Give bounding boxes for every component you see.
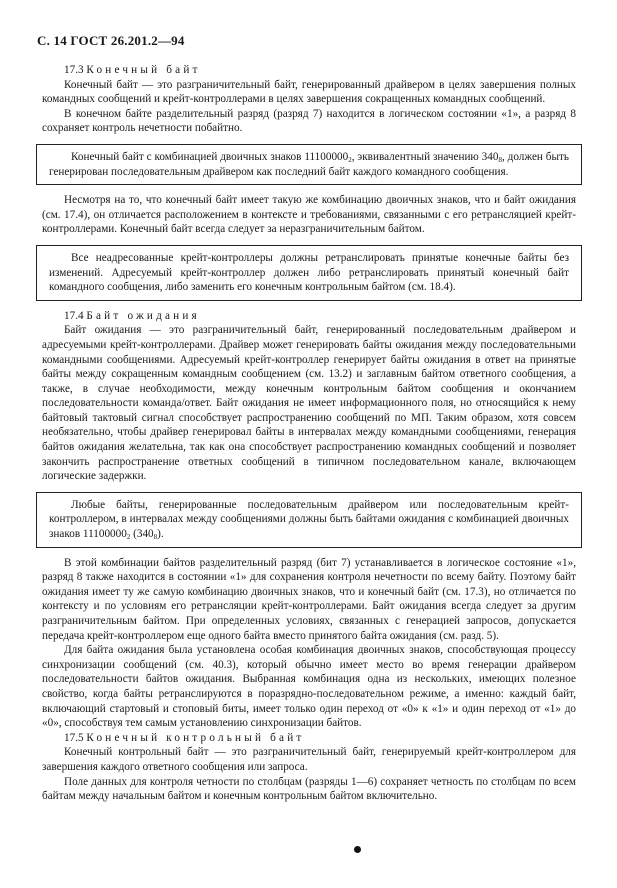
section-number: 17.3 [64,64,84,76]
section-title: Байт ожидания [86,309,200,322]
page-header: С. 14 ГОСТ 26.201.2—94 [37,33,185,48]
requirement-box [36,492,582,548]
page-content [42,63,576,804]
requirement-text: Конечный байт с комбинацией двоичных знаков $11100000_2$, эквивалентный значению $340_8$, должен быть генерирован последовательным драйвером как последний байт каждого командного сообщения. [49,150,569,178]
section-number: 17.4 [64,309,84,322]
section-title: Конечный байт [86,64,201,76]
section-17-5-heading [42,731,576,746]
requirement-text: Все неадресованные крейт-контроллеры должны ретранслировать принятые конечные байты без изменений. Адресуемый крейт-контроллер должен либо ретранслировать принятый конечный байт командного сообщения, либо заменить его конечным контрольным байтом (см. 18.4). [49,251,569,294]
paragraph: Для байта ожидания была установлена особая комбинация двоичных знаков, способствующая процессу синхронизации сообщений (см. 40.3), который обычно имеет место во время генерации драйвером последовательности байтов ожидания. Выбранная комбинация одна из нескольких, имеющих полезное свойство, когда байты ретранслируются в поразрядно-последовательном режиме, а именно: каждый байт, включающий стартовый и стоповый биты, имеет только один переход от «0» к «1» и один переход от «1» до «0», способствуя тем самым установлению синхронизации байтов. [42,644,576,730]
requirement-box [36,245,582,301]
paragraph: Конечный байт — это разграничительный байт, генерированный драйвером в целях завершения полных командных сообщений и крейт-контроллерами в целях завершения сокращенных командных сообщений. [42,78,576,106]
section-number: 17.5 [64,731,84,744]
paragraph: В конечном байте разделительный разряд (разряд 7) находится в логическом состоянии «1», а разряд 8 сохраняет контроль нечетности побайтно. [42,107,576,135]
requirement-box [36,144,582,185]
section-17-4-heading [42,309,576,324]
requirement-text: Любые байты, генерированные последовательным драйвером или последовательным крейт-контроллером, в интервалах между сообщениями должны быть байтами ожидания с комбинацией двоичных знаков $11100000_2$ $(340_8)$. [49,498,569,542]
paragraph: Поле данных для контроля четности по столбцам (разряды 1—6) сохраняет четность по столбцам по всем байтам между начальным байтом и конечным контрольным байтом включительно. [42,775,576,803]
page-mark-dot [354,846,361,853]
paragraph: Несмотря на то, что конечный байт имеет такую же комбинацию двоичных знаков, что и байт ожидания (см. 17.4), он отличается расположением в контексте и требованиями, связанными с его ретрансляцией крейт-контроллерами. Конечный байт всегда следует за неразграничительным байтом. [42,194,576,236]
paragraph: Байт ожидания — это разграничительный байт, генерированный последовательным драйвером и адресуемыми крейт-контроллерами. Драйвер может генерировать байты ожидания между последовательными командными сообщениями. Адресуемый крейт-контроллер генерирует байты ожидания в ответ на принятые байты между сокращенным командным сообщением (см. 13.2) и заглавным байтом ответного сообщения, а также, в случае необходимости, между конечным контрольным байтом сообщения и окончанием последовательности команда/ответ. Байт ожидания не имеет информационного поля, но относящийся к нему байтовый тактовый сигнал способствует распространению сообщений по МП. Таким образом, хотя совсем необязательно, чтобы драйвер генерировал байты в интервалах между командными сообщениями, генерация байтов ожидания желательна, так как она способствует распространению командных сообщений и позволяет закончить распространение ответных сообщений в типичном последовательном канале, включающем логические задержки. [42,324,576,483]
paragraph: Конечный контрольный байт — это разграничительный байт, генерируемый крейт-контроллером для завершения каждого ответного сообщения или запроса. [42,746,576,773]
section-17-3-heading [42,63,576,78]
section-title: Конечный контрольный байт [86,731,305,744]
paragraph: В этой комбинации байтов разделительный разряд (бит 7) устанавливается в логическое состояние «1», разряд 8 также находится в состоянии «1» для сохранения контроля нечетности по всему байту. Поэтому байт ожидания имеет ту же самую комбинацию двоичных знаков, что и конечный байт (см. 17.3), но отличается по контексту и по условиям его ретрансляции крейт-контроллерами. Байт ожидания всегда следует за другим разграничительным байтом. При определенных условиях, связанных с генерацией запросов, допускается передача крейт-контроллером еще одного байта вместо принятого байта ожидания (см. разд. 5). [42,556,576,642]
